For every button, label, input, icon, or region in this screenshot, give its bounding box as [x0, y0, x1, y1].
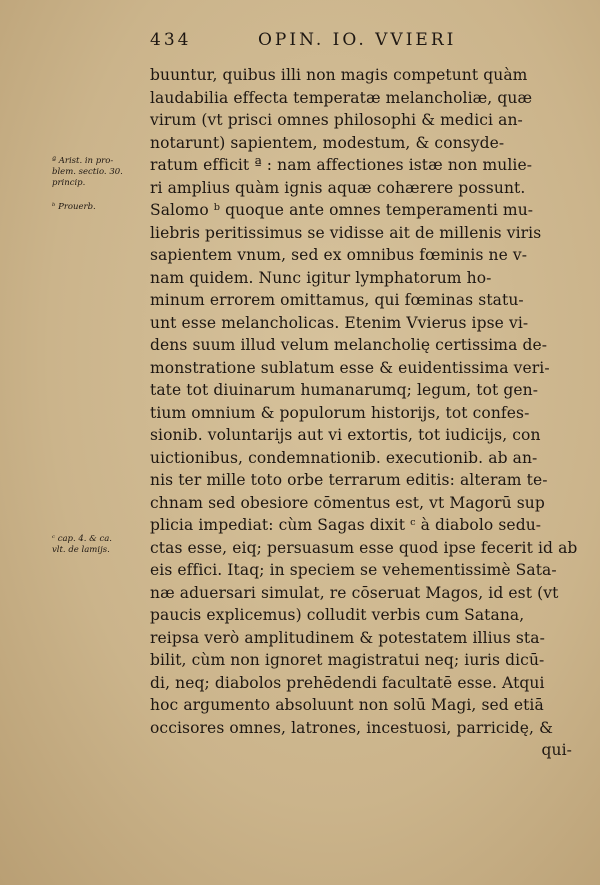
margin-note-proverbs: ᵇ Prouerb.	[52, 202, 96, 212]
text-line: unt esse melancholicas. Etenim Vvierus ipse vi-	[150, 313, 529, 332]
text-line: Salomo ᵇ quoque ante omnes temperamenti mu-	[150, 201, 534, 219]
text-line: ratum efficit ª : nam affectiones istæ non mulie-	[150, 156, 533, 174]
text-line: liebris peritissimus se vidisse ait de millenis viris	[150, 223, 542, 242]
margin-note-lamiis: ᶜ cap. 4. & ca. vlt. de lamijs.	[52, 534, 112, 555]
text-line: notarunt) sapientem, modestum, & consyde-	[150, 133, 505, 152]
text-line: uictionibus, condemnationib. executionib. ab an-	[150, 448, 538, 467]
running-head: OPIN. IO. VVIERI	[258, 30, 457, 50]
text-line: sapientem vnum, sed ex omnibus fœminis ne v-	[150, 246, 528, 264]
text-line: tate tot diuinarum humanarumq; legum, tot gen-	[150, 381, 539, 399]
text-line: eis effici. Itaq; in speciem se vehementissimè Sata-	[150, 561, 557, 579]
catchword: qui-	[541, 741, 572, 759]
text-line: sionib. voluntarijs aut vi extortis, tot iudicijs, con	[150, 426, 541, 444]
text-line: virum (vt prisci omnes philosophi & medici an-	[150, 111, 523, 129]
text-line: di, neq; diabolos prehēdendi facultatē esse. Atqui	[150, 673, 545, 692]
text-line: ri amplius quàm ignis aquæ cohærere possunt.	[150, 178, 526, 197]
text-line: hoc argumento absoluunt non solū Magi, sed etiā	[150, 696, 544, 714]
text-line: monstratione sublatum esse & euidentissima veri-	[150, 358, 550, 377]
main-text-block	[150, 64, 580, 762]
text-line: chnam sed obesiore cōmentus est, vt Magorū sup	[150, 493, 545, 512]
text-line: plicia impediat: cùm Sagas dixit ᶜ à diabolo sedu-	[150, 516, 542, 534]
text-line: laudabilia effecta temperatæ melancholiæ, quæ	[150, 88, 533, 107]
margin-note-aristotle: ª Arist. in pro- blem. sectio. 30. princip.	[52, 156, 123, 188]
text-line: næ aduersari simulat, re cōseruat Magos, id est (vt	[150, 583, 559, 602]
text-line: occisores omnes, latrones, incestuosi, parricidę, &	[150, 718, 554, 737]
text-line: minum errorem omittamus, qui fœminas statu-	[150, 291, 524, 309]
text-line: dens suum illud velum melancholię certissima de-	[150, 336, 548, 354]
text-line: tium omnium & populorum historijs, tot confes-	[150, 403, 530, 422]
text-line: ctas esse, eiq; persuasum esse quod ipse fecerit id ab	[150, 538, 578, 557]
text-line: bilit, cùm non ignoret magistratui neq; iuris dicū-	[150, 651, 545, 669]
text-line: nis ter mille toto orbe terrarum editis: alteram te-	[150, 471, 548, 489]
text-line: paucis explicemus) colludit verbis cum Satana,	[150, 606, 525, 624]
text-line: buuntur, quibus illi non magis competunt quàm	[150, 66, 528, 84]
page-number: 434	[150, 30, 192, 50]
text-line: nam quidem. Nunc igitur lymphatorum ho-	[150, 268, 492, 287]
text-line: reipsa verò amplitudinem & potestatem illius sta-	[150, 628, 545, 647]
